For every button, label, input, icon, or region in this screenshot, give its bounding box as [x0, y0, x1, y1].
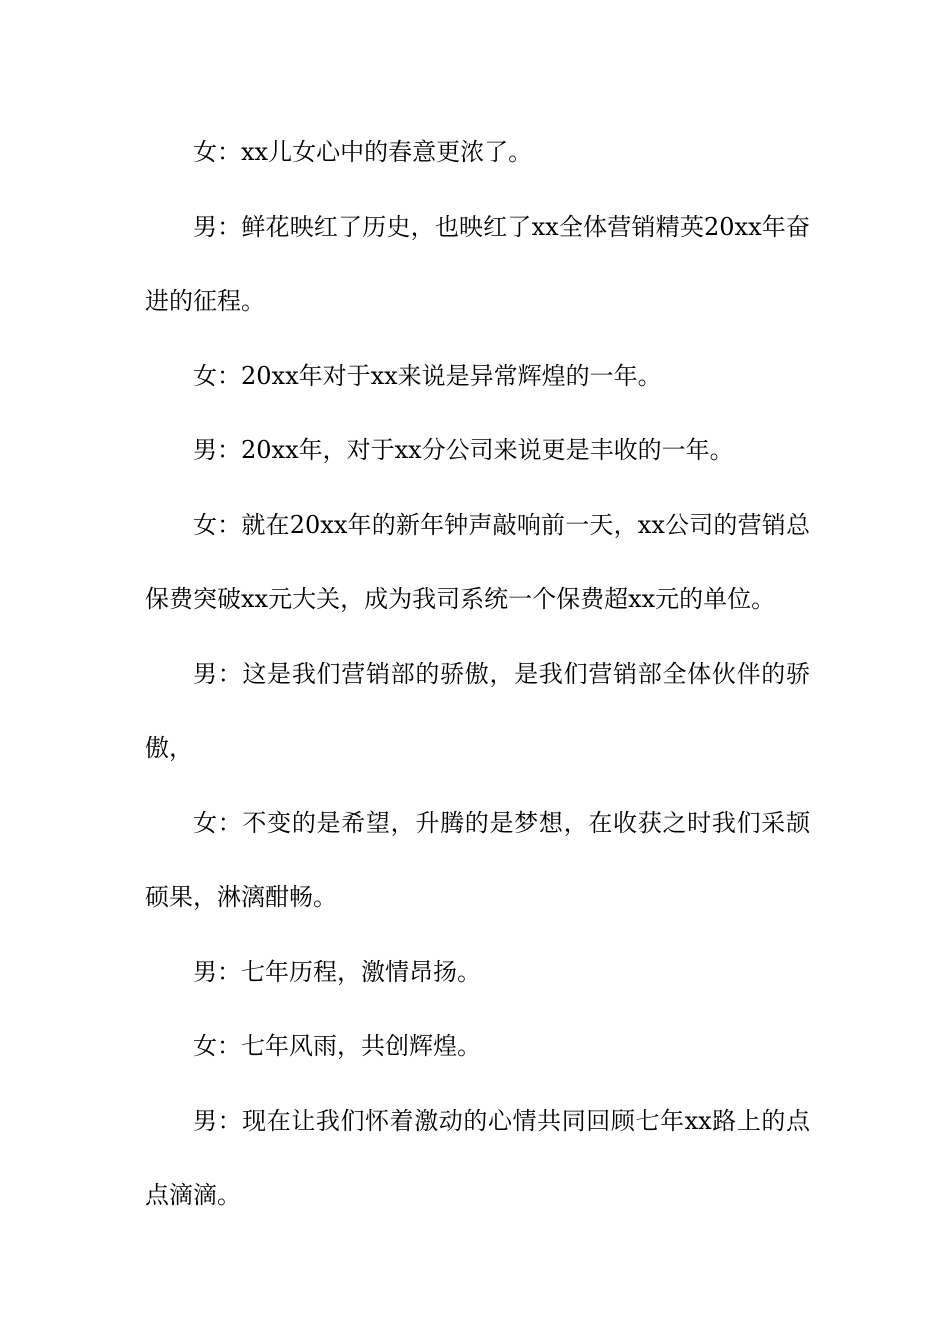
paragraph: 男：七年历程，激情昂扬。 — [193, 957, 481, 986]
paragraph: 女：就在20xx年的新年钟声敲响前一天，xx公司的营销总保费突破xx元大关，成为我司系统一个保费超xx元的单位。 — [145, 510, 810, 613]
paragraph: 男：现在让我们怀着激动的心情共同回顾七年xx路上的点点滴滴。 — [145, 1106, 810, 1209]
paragraph: 男：20xx年，对于xx分公司来说更是丰收的一年。 — [193, 436, 734, 464]
paragraph: 男：这是我们营销部的骄傲，是我们营销部全体伙伴的骄傲， — [145, 659, 810, 762]
paragraph: 女：不变的是希望，升腾的是梦想，在收获之时我们采颉硕果，淋漓酣畅。 — [145, 808, 810, 911]
paragraph: 女：xx儿女心中的春意更浓了。 — [193, 138, 533, 166]
document-body — [145, 115, 810, 1233]
paragraph: 男：鲜花映红了历史，也映红了xx全体营销精英20xx年奋进的征程。 — [145, 212, 810, 315]
paragraph: 女：20xx年对于xx来说是异常辉煌的一年。 — [193, 361, 662, 390]
paragraph: 女：七年风雨，共创辉煌。 — [193, 1032, 481, 1060]
